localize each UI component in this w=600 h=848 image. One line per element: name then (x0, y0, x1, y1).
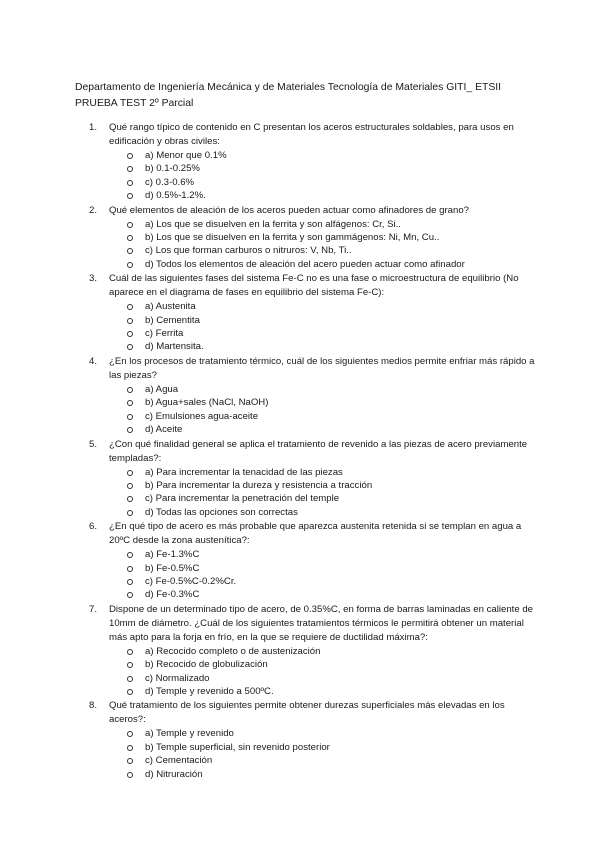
answer-option-text: a) Para incrementar la tenacidad de las piezas (145, 466, 343, 478)
hollow-circle-bullet-icon (127, 400, 133, 406)
answer-option-text: b) Recocido de globulización (145, 659, 268, 671)
answer-option-text: d) Temple y revenido a 500ºC. (145, 685, 274, 697)
answer-option-text: d) Todos los elementos de aleación del acero pueden actuar como afinador (145, 258, 465, 270)
hollow-circle-bullet-icon (127, 552, 133, 558)
hollow-circle-bullet-icon (127, 180, 133, 186)
hollow-circle-bullet-icon (127, 496, 133, 502)
answer-option-text: c) Para incrementar la penetración del temple (145, 493, 340, 505)
hollow-circle-bullet-icon (127, 510, 133, 516)
question-number: 7. (89, 603, 98, 615)
hollow-circle-bullet-icon (127, 772, 133, 778)
answer-option-text: d) Fe-0.3%C (145, 589, 200, 601)
question-number: 2. (89, 204, 98, 216)
answer-option (109, 466, 535, 479)
answer-option-text: c) 0.3-0.6% (145, 176, 195, 188)
answer-option-text: d) Aceite (145, 424, 183, 436)
answer-option (109, 479, 535, 492)
hollow-circle-bullet-icon (127, 344, 133, 350)
answer-option (109, 189, 535, 202)
answer-option-text: a) Temple y revenido (145, 728, 234, 740)
hollow-circle-bullet-icon (127, 731, 133, 737)
hollow-circle-bullet-icon (127, 427, 133, 433)
answer-option (109, 506, 535, 519)
answer-option-text: c) Cementación (145, 755, 213, 767)
question-text: ¿Con qué finalidad general se aplica el tratamiento de revenido a las piezas de acero previamente templadas?: (109, 438, 528, 464)
answer-option (109, 575, 535, 588)
answer-option (109, 672, 535, 685)
answer-option-text: c) Normalizado (145, 672, 210, 684)
option-list (109, 149, 535, 203)
answer-option (109, 423, 535, 436)
answer-option (109, 314, 535, 327)
option-list (109, 383, 535, 437)
hollow-circle-bullet-icon (127, 649, 133, 655)
hollow-circle-bullet-icon (127, 662, 133, 668)
answer-option-text: a) Agua (145, 383, 179, 395)
answer-option-text: a) Los que se disuelven en la ferrita y son alfágenos: Cr, Si.. (145, 218, 401, 230)
answer-option (109, 741, 535, 754)
answer-option-text: d) Todas las opciones son correctas (145, 506, 298, 518)
hollow-circle-bullet-icon (127, 579, 133, 585)
hollow-circle-bullet-icon (127, 689, 133, 695)
question-number: 8. (89, 700, 98, 712)
answer-option (109, 727, 535, 740)
answer-option (109, 768, 535, 781)
hollow-circle-bullet-icon (127, 483, 133, 489)
answer-option-text: b) Los que se disuelven en la ferrita y son gammágenos: Ni, Mn, Cu.. (145, 232, 440, 244)
answer-option-text: b) 0.1-0.25% (145, 163, 200, 175)
answer-option (109, 645, 535, 658)
header-department: Departamento de Ingeniería Mecánica y de Materiales Tecnología de Materiales GITI_ ETSII (75, 82, 502, 93)
question-item (75, 520, 535, 602)
answer-option (109, 300, 535, 313)
option-list (109, 300, 535, 354)
answer-option (109, 162, 535, 175)
hollow-circle-bullet-icon (127, 304, 133, 310)
hollow-circle-bullet-icon (127, 248, 133, 254)
option-list (109, 548, 535, 602)
header-test-title: PRUEBA TEST 2º Parcial (75, 98, 194, 109)
answer-option-text: b) Cementita (145, 314, 200, 326)
hollow-circle-bullet-icon (127, 387, 133, 393)
answer-option-text: c) Ferrita (145, 328, 184, 340)
question-text: Qué tratamiento de los siguientes permite obtener durezas superficiales más elevadas en los aceros?: (109, 700, 505, 726)
answer-option-text: a) Menor que 0.1% (145, 150, 227, 161)
hollow-circle-bullet-icon (127, 758, 133, 764)
answer-option-text: b) Para incrementar la dureza y resistencia a tracción (145, 479, 373, 491)
question-text: ¿En los procesos de tratamiento térmico, cuál de los siguientes medios permite enfriar más rápido a las piezas? (109, 355, 535, 381)
question-text: Cuál de las siguientes fases del sistema Fe-C no es una fase o microestructura de equilibrio (No aparece en el diagrama de fases en equilibrio del sistema Fe-C): (109, 273, 519, 299)
question-number: 1. (89, 122, 98, 133)
answer-option (109, 231, 535, 244)
question-item (75, 438, 535, 520)
answer-option-text: b) Fe-0.5%C (145, 562, 200, 574)
option-list (109, 645, 535, 699)
answer-option (109, 176, 535, 189)
answer-option (109, 244, 535, 257)
hollow-circle-bullet-icon (127, 592, 133, 598)
hollow-circle-bullet-icon (127, 566, 133, 572)
question-item (75, 355, 535, 437)
hollow-circle-bullet-icon (127, 470, 133, 476)
question-item (75, 272, 535, 354)
hollow-circle-bullet-icon (127, 235, 133, 241)
question-item (75, 204, 535, 272)
hollow-circle-bullet-icon (127, 262, 133, 268)
answer-option (109, 685, 535, 698)
answer-option (109, 492, 535, 505)
answer-option (109, 588, 535, 601)
question-text: Dispone de un determinado tipo de acero, de 0.35%C, en forma de barras laminadas en caliente de 10mm de diámetro. ¿Cuál de los siguientes tratamientos térmicos le permitirá obtener un material más apto para la forja en frío, en la que se requiere de ductilidad máxima?: (109, 603, 533, 643)
answer-option (109, 218, 535, 231)
document-header (75, 80, 555, 112)
answer-option (109, 327, 535, 340)
answer-option (109, 383, 535, 396)
option-list (109, 218, 535, 272)
option-list (109, 727, 535, 781)
answer-option-text: d) Nitruración (145, 768, 203, 780)
question-number: 3. (89, 273, 98, 285)
answer-option-text: d) Martensita. (145, 341, 204, 353)
answer-option (109, 340, 535, 353)
question-number: 4. (89, 355, 98, 367)
answer-option-text: a) Recocido completo o de austenización (145, 645, 321, 657)
hollow-circle-bullet-icon (127, 193, 133, 199)
option-list (109, 466, 535, 520)
question-number: 6. (89, 521, 98, 533)
answer-option (109, 149, 535, 162)
answer-option (109, 562, 535, 575)
hollow-circle-bullet-icon (127, 676, 133, 682)
question-text: Qué elementos de aleación de los aceros pueden actuar como afinadores de grano? (109, 204, 470, 216)
answer-option (109, 658, 535, 671)
answer-option-text: a) Fe-1.3%C (145, 549, 200, 561)
question-number: 5. (89, 438, 98, 450)
hollow-circle-bullet-icon (127, 318, 133, 324)
question-item (75, 121, 535, 203)
answer-option-text: b) Agua+sales (NaCl, NaOH) (145, 397, 269, 409)
answer-option-text: c) Fe-0.5%C-0.2%Cr. (145, 575, 237, 587)
hollow-circle-bullet-icon (127, 331, 133, 337)
answer-option-text: c) Los que forman carburos o nitruros: V, Nb, Ti.. (145, 245, 352, 257)
question-list (75, 121, 535, 782)
question-item (75, 699, 535, 781)
answer-option (109, 548, 535, 561)
hollow-circle-bullet-icon (127, 153, 133, 159)
question-text: Qué rango típico de contenido en C presentan los aceros estructurales soldables, para usos en edificación y obras civiles: (109, 122, 514, 147)
hollow-circle-bullet-icon (127, 166, 133, 172)
answer-option (109, 396, 535, 409)
hollow-circle-bullet-icon (127, 414, 133, 420)
answer-option-text: a) Austenita (145, 301, 196, 313)
answer-option (109, 258, 535, 271)
answer-option-text: c) Emulsiones agua-aceite (145, 410, 259, 422)
answer-option-text: d) 0.5%-1.2%. (145, 190, 206, 202)
answer-option-text: b) Temple superficial, sin revenido posterior (145, 741, 330, 753)
hollow-circle-bullet-icon (127, 745, 133, 751)
question-text: ¿En qué tipo de acero es más probable que aparezca austenita retenida si se templan en agua a 20ºC desde la zona austenítica?: (109, 521, 522, 547)
answer-option (109, 410, 535, 423)
question-item (75, 603, 535, 699)
answer-option (109, 754, 535, 767)
hollow-circle-bullet-icon (127, 222, 133, 228)
